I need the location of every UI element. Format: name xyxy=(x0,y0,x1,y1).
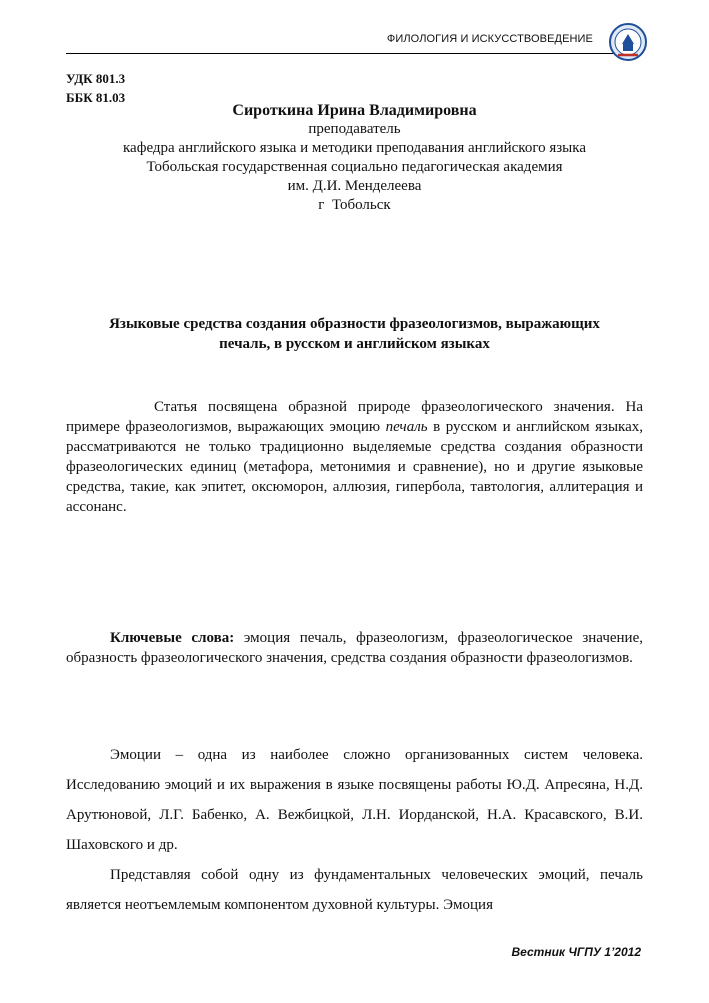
article-body xyxy=(66,740,643,920)
author-city: г Тобольск xyxy=(318,197,391,213)
udk-code: УДК 801.3 xyxy=(66,71,126,86)
abstract-text-2: в русском и английском языках, рассматриваются не только традиционно выделяемые средства создания образности фразеологических единиц (метафора, метонимия и сравнение), но и другие языковые средства, такие, как эпитет, оксюморон, аллюзия, гипербола, тавтология, аллитерация и ассонанс. xyxy=(66,419,644,515)
title-line-2: печаль, в русском и английском языках xyxy=(219,336,490,352)
author-institution: Тобольская государственная социально педагогическая академия xyxy=(146,159,563,175)
journal-issue-footer: Вестник ЧГПУ 1’2012 xyxy=(511,945,641,959)
institution-named-after: им. Д.И. Менделеева xyxy=(287,178,422,194)
keywords xyxy=(66,628,643,668)
keywords-label: Ключевые слова: xyxy=(110,630,235,646)
header-rule xyxy=(66,53,643,54)
author-position: преподаватель xyxy=(308,121,401,137)
abstract-text-1: Статья посвящена образной природе фразеологического значения. На примере фразеологизмов, выражающих эмоцию xyxy=(66,399,643,435)
abstract-italic-term: печаль xyxy=(385,419,428,435)
author-department: кафедра английского языка и методики преподавания английского языка xyxy=(123,140,586,156)
keywords-text: эмоция печаль, фразеологизм, фразеологическое значение, образность фразеологического значения, средства создания образности фразеологизмов. xyxy=(66,630,643,666)
article-title xyxy=(66,314,643,354)
abstract xyxy=(66,397,643,517)
author-info xyxy=(66,101,643,215)
bbk-code: ББК 81.03 xyxy=(66,90,126,105)
body-paragraph-1: Эмоции – одна из наиболее сложно организованных систем человека. Исследованию эмоций и их выражения в языке посвящены работы Ю.Д. Апресяна, Н.Д. Арутюновой, Л.Г. Бабенко, А. Вежбицкой, Л.Н. Иорданской, Н.А. Красавского, В.И. Шаховского и др. xyxy=(66,747,643,853)
university-seal-icon xyxy=(608,22,648,62)
body-paragraph-2: Представляя собой одну из фундаментальных человеческих эмоций, печаль является неотъемлемым компонентом духовной культуры. Эмоция xyxy=(66,867,643,913)
journal-section-header: ФИЛОЛОГИЯ И ИСКУССТВОВЕДЕНИЕ xyxy=(386,33,593,45)
author-name: Сироткина Ирина Владимировна xyxy=(232,102,477,119)
title-line-1: Языковые средства создания образности фразеологизмов, выражающих xyxy=(109,316,600,332)
